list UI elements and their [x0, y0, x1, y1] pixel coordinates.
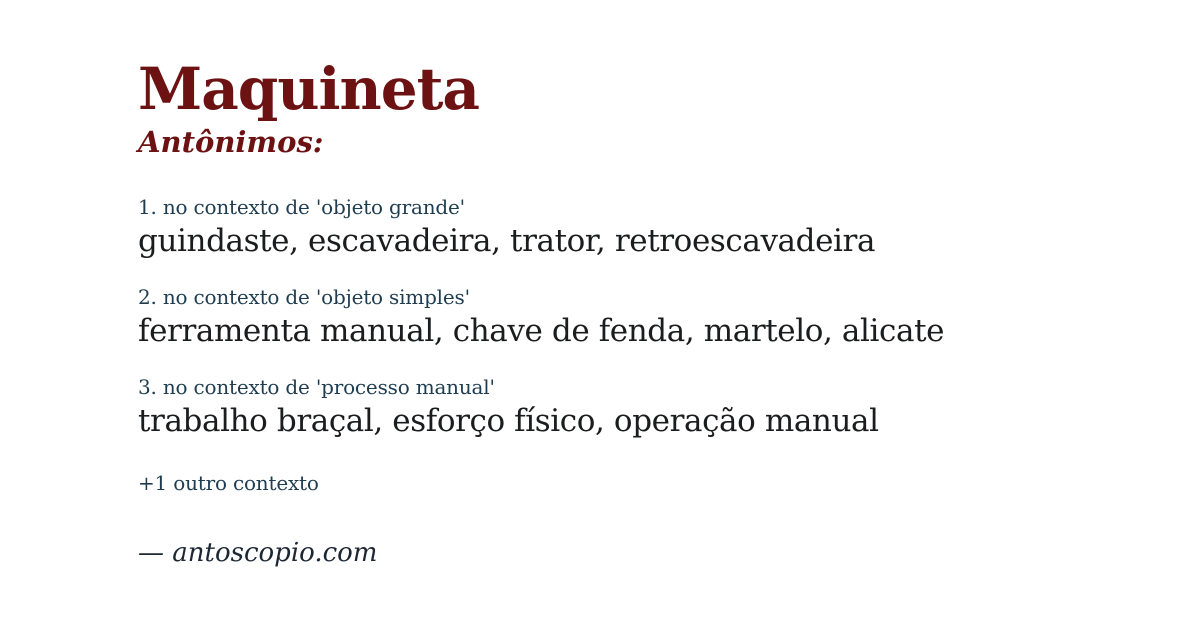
antonym-entry-3 [138, 374, 1160, 443]
antonym-card [138, 0, 1160, 570]
context-label-1: 1. no contexto de 'objeto grande' [138, 195, 465, 220]
antonym-entries [138, 194, 1160, 443]
antonym-entry-1 [138, 194, 1160, 263]
antonym-list-1: guindaste, escavadeira, trator, retroescavadeira [138, 223, 876, 260]
word-title: Maquineta [138, 55, 479, 123]
antonym-entry-2 [138, 284, 1160, 353]
antonym-list-2: ferramenta manual, chave de fenda, martelo, alicate [138, 312, 945, 349]
context-label-3: 3. no contexto de 'processo manual' [138, 374, 495, 399]
more-contexts-link[interactable]: +1 outro contexto [138, 470, 319, 495]
context-label-2: 2. no contexto de 'objeto simples' [138, 284, 470, 309]
antonyms-heading: Antônimos: [138, 124, 324, 159]
source-attribution: — antoscopio.com [138, 537, 378, 568]
antonym-list-3: trabalho braçal, esforço físico, operação manual [138, 402, 879, 439]
